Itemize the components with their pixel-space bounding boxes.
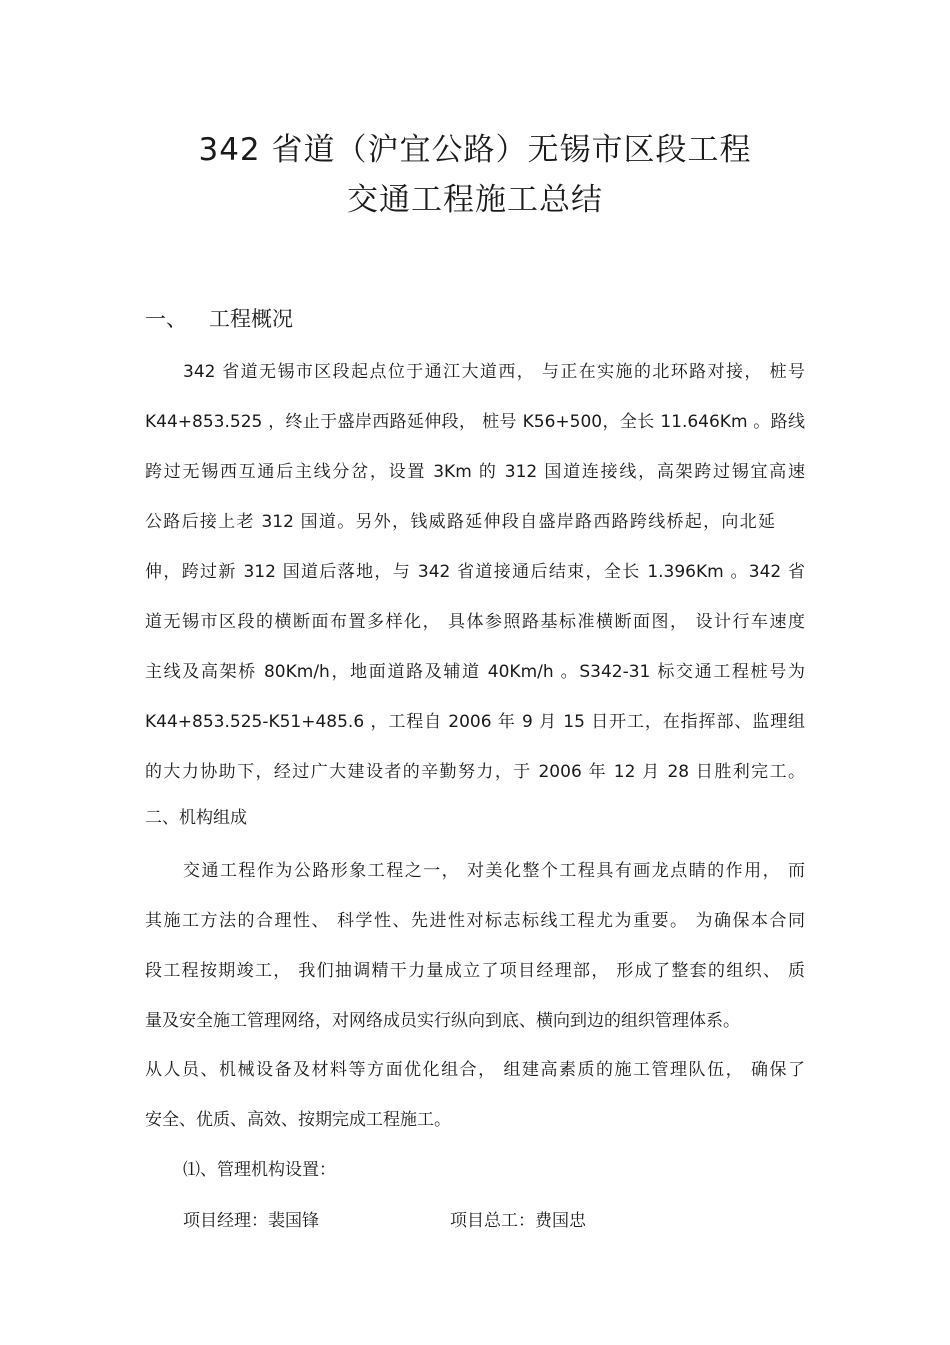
section-1-title: 工程概况: [209, 307, 293, 331]
project-manager: 项目经理：裴国锋: [183, 1211, 319, 1231]
section-2-heading: 二、机构组成: [145, 808, 247, 828]
management-structure-subheading: ⑴、管理机构设置：: [183, 1160, 336, 1180]
section-2-paragraph-line: 量及安全施工管理网络，对网络成员实行纵向到底、横向到边的组织管理体系。: [145, 1011, 740, 1031]
section-1-paragraph-line: 342 省道无锡市区段起点位于通江大道西， 与正在实施的北环路对接， 桩号: [183, 362, 805, 382]
section-1-paragraph-line: K44+853.525 ，终止于盛岸西路延伸段， 桩号 K56+500，全长 11.646Km 。路线: [145, 412, 805, 432]
section-1-heading: [145, 303, 293, 333]
document-title-line-1: 342 省道（沪宜公路）无锡市区段工程: [198, 132, 752, 168]
section-2-paragraph-line: 安全、优质、高效、按期完成工程施工。: [145, 1110, 451, 1130]
section-2-paragraph-line: 其施工方法的合理性、 科学性、先进性对标志标线工程尤为重要。 为确保本合同: [145, 911, 805, 931]
section-1-paragraph-line: 伸，跨过新 312 国道后落地，与 342 省道接通后结束，全长 1.396Km 。342 省: [145, 562, 805, 582]
section-1-paragraph-line: 公路后接上老 312 国道。另外，钱威路延伸段自盛岸路西路跨线桥起，向北延: [145, 512, 775, 532]
section-2-paragraph-line: 段工程按期竣工， 我们抽调精干力量成立了项目经理部， 形成了整套的组织、 质: [145, 961, 805, 981]
section-1-paragraph-line: K44+853.525-K51+485.6 ，工程自 2006 年 9 月 15 日开工，在指挥部、监理组: [145, 712, 805, 732]
section-1-paragraph-line: 的大力协助下，经过广大建设者的辛勤努力，于 2006 年 12 月 28 日胜利完工。: [145, 762, 805, 782]
section-1-paragraph-line: 主线及高架桥 80Km/h，地面道路及辅道 40Km/h 。S342-31 标交通工程桩号为: [145, 662, 805, 682]
project-chief-engineer: 项目总工：费国忠: [450, 1211, 586, 1231]
section-2-paragraph-line: 交通工程作为公路形象工程之一， 对美化整个工程具有画龙点睛的作用， 而: [183, 861, 805, 881]
section-1-paragraph-line: 跨过无锡西互通后主线分岔，设置 3Km 的 312 国道连接线，高架跨过锡宜高速: [145, 462, 805, 482]
section-1-number: 一、: [145, 307, 187, 331]
section-1-paragraph-line: 道无锡市区段的横断面布置多样化， 具体参照路基标准横断面图， 设计行车速度: [145, 612, 805, 632]
document-title-line-2: 交通工程施工总结: [347, 182, 603, 218]
section-2-paragraph-line: 从人员、机械设备及材料等方面优化组合， 组建高素质的施工管理队伍， 确保了: [145, 1060, 805, 1080]
